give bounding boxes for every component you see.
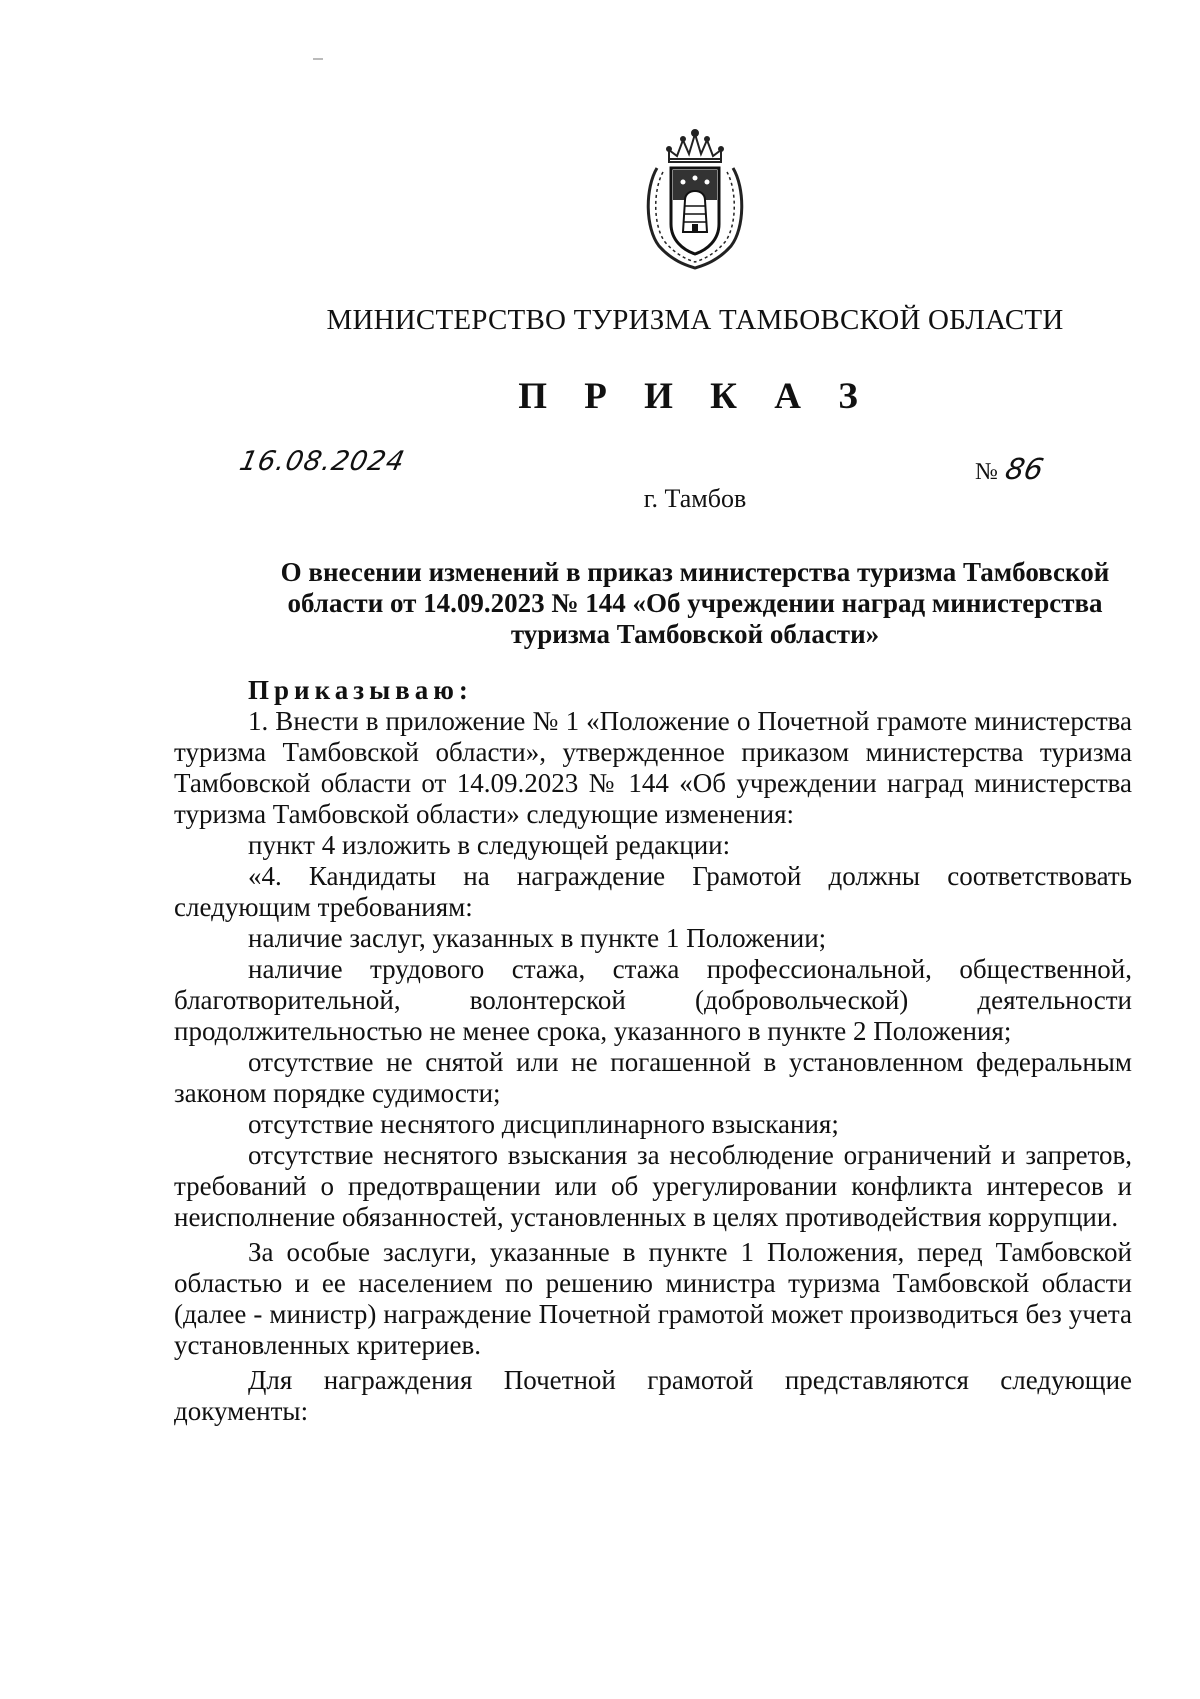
order-word: Приказываю: [248, 675, 473, 705]
paragraph: пункт 4 изложить в следующей редакции: [248, 830, 731, 860]
paragraph: отсутствие не снятой или не погашенной в установленном федеральным законом порядке судимости; [174, 1047, 1132, 1108]
paragraph: наличие трудового стажа, стажа профессиональной, общественной, благотворительной, волонтерской (добровольческой) деятельности продолжительностью не менее срока, указанного в пункте 2 Положения; [174, 954, 1132, 1046]
city-name: г. Тамбов [643, 484, 747, 513]
scan-artifact [313, 58, 323, 60]
number-sign: № [975, 459, 998, 485]
document-type-title: П Р И К А З [518, 376, 872, 417]
paragraph: Для награждения Почетной грамотой представляются следующие документы: [174, 1365, 1132, 1426]
paragraph: «4. Кандидаты на награждение Грамотой должны соответствовать следующим требованиям: [174, 861, 1132, 922]
document-subject: О внесении изменений в приказ министерства туризма Тамбовской области от 14.09.2023 № 144 «Об учреждении наград министерства туризма Тамбовской области» [280, 557, 1110, 649]
ministry-name: МИНИСТЕРСТВО ТУРИЗМА ТАМБОВСКОЙ ОБЛАСТИ [326, 304, 1064, 336]
document-number [975, 452, 1047, 486]
paragraph: 1. Внести в приложение № 1 «Положение о Почетной грамоте министерства туризма Тамбовской области», утвержденное приказом министерства туризма Тамбовской области от 14.09.2023 № 144 «Об учреждении наград министерства туризма Тамбовской области» следующие изменения: [174, 706, 1132, 829]
coat-of-arms-icon [639, 128, 751, 272]
paragraph: За особые заслуги, указанные в пункте 1 Положения, перед Тамбовской областью и ее населением по решению министра туризма Тамбовской области (далее - министр) награждение Почетной грамотой может производиться без учета установленных критериев. [174, 1237, 1132, 1360]
document-body [174, 675, 1132, 1427]
paragraph: отсутствие неснятого дисциплинарного взыскания; [248, 1109, 839, 1139]
document-date: 16.08.2024 [236, 446, 408, 477]
paragraph: наличие заслуг, указанных в пункте 1 Положении; [248, 923, 827, 953]
paragraph: отсутствие неснятого взыскания за несоблюдение ограничений и запретов, требований о предотвращении или об урегулировании конфликта интересов и неисполнение обязанностей, установленных в целях противодействия коррупции. [174, 1140, 1132, 1232]
number-value: 86 [1002, 452, 1047, 486]
